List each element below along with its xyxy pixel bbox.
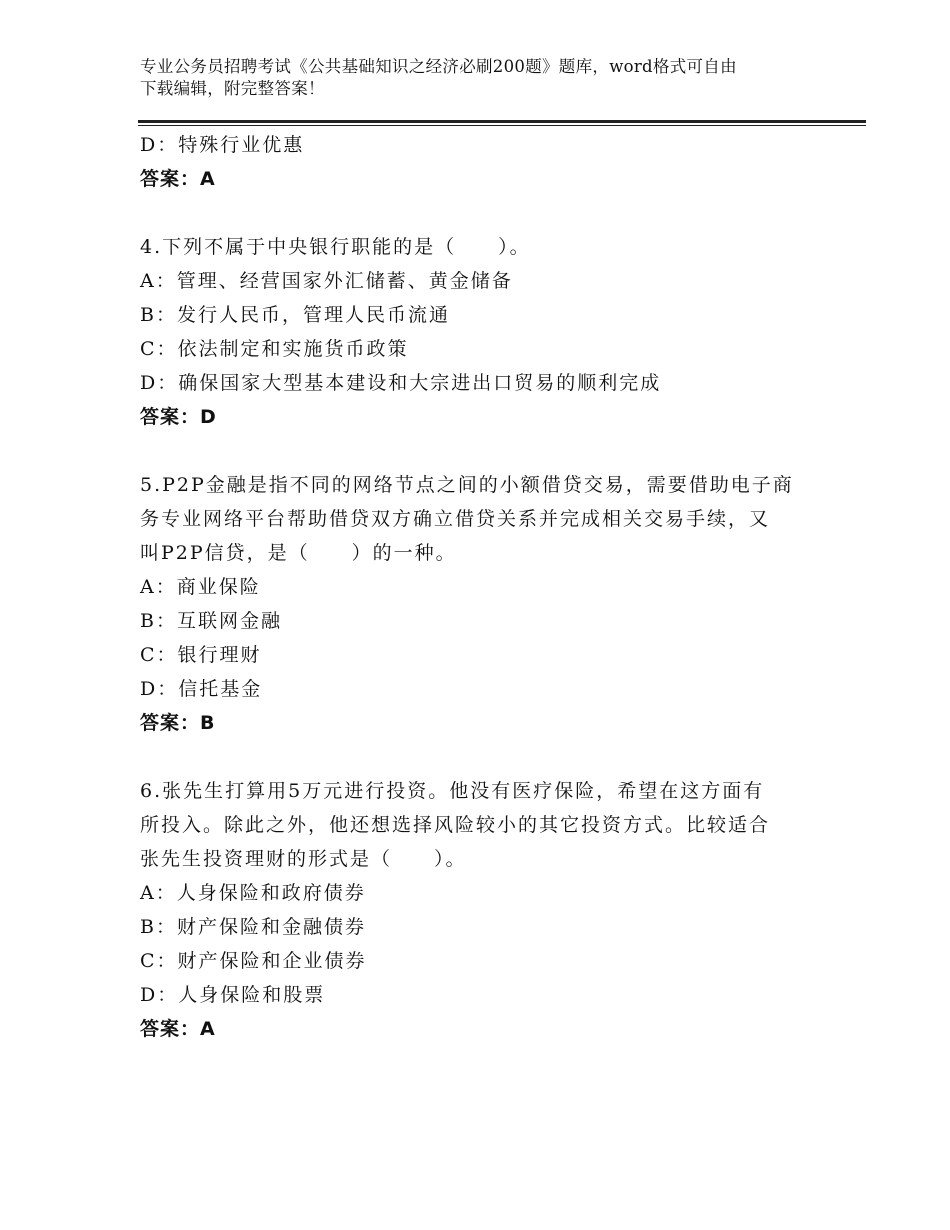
header-title-line-2: 下载编辑，附完整答案！ [140,79,325,98]
question-6-option-a: A：人身保险和政府债券 [140,882,366,904]
question-6 [140,774,830,1046]
question-5-option-d: D：信托基金 [140,678,263,700]
page-header [140,56,830,100]
question-5-option-c: C：银行理财 [140,644,262,666]
question-4-option-c: C：依法制定和实施货币政策 [140,338,409,360]
question-6-stem-line-3: 张先生投资理财的形式是（ ）。 [140,848,467,870]
question-5-stem-line-3: 叫P2P信贷，是（ ）的一种。 [140,542,457,564]
question-6-option-c: C：财产保险和企业债券 [140,950,367,972]
header-title-line-1: 专业公务员招聘考试《公共基础知识之经济必刷200题》题库，word格式可自由 [140,57,737,76]
question-5-option-b: B：互联网金融 [140,610,282,632]
question-5-answer: 答案：B [140,712,216,734]
question-6-option-b: B：财产保险和金融债券 [140,916,366,938]
question-3-option-d: D：特殊行业优惠 [140,134,305,156]
question-4 [140,230,830,434]
question-4-option-a: A：管理、经营国家外汇储蓄、黄金储备 [140,270,513,292]
header-rule-thick [138,120,866,123]
question-5-stem-line-1: 5.P2P金融是指不同的网络节点之间的小额借贷交易，需要借助电子商 [140,474,794,496]
question-5 [140,468,830,740]
spacer [140,196,830,230]
question-5-option-a: A：商业保险 [140,576,261,598]
question-6-stem-line-1: 6.张先生打算用5万元进行投资。他没有医疗保险，希望在这方面有 [140,780,765,802]
question-6-stem-line-2: 所投入。除此之外，他还想选择风险较小的其它投资方式。比较适合 [140,814,771,836]
spacer [140,434,830,468]
question-3-tail [140,128,830,196]
header-rule-thin [138,125,866,126]
question-3-answer: 答案：A [140,168,216,190]
question-list [140,128,830,1046]
question-4-option-d: D：确保国家大型基本建设和大宗进出口贸易的顺利完成 [140,372,662,394]
question-4-stem: 4.下列不属于中央银行职能的是（ ）。 [140,236,531,258]
question-4-option-b: B：发行人民币，管理人民币流通 [140,304,450,326]
question-5-stem-line-2: 务专业网络平台帮助借贷双方确立借贷关系并完成相关交易手续，又 [140,508,771,530]
spacer [140,740,830,774]
question-6-option-d: D：人身保险和股票 [140,984,326,1006]
question-4-answer: 答案：D [140,406,217,428]
question-6-answer: 答案：A [140,1018,216,1040]
